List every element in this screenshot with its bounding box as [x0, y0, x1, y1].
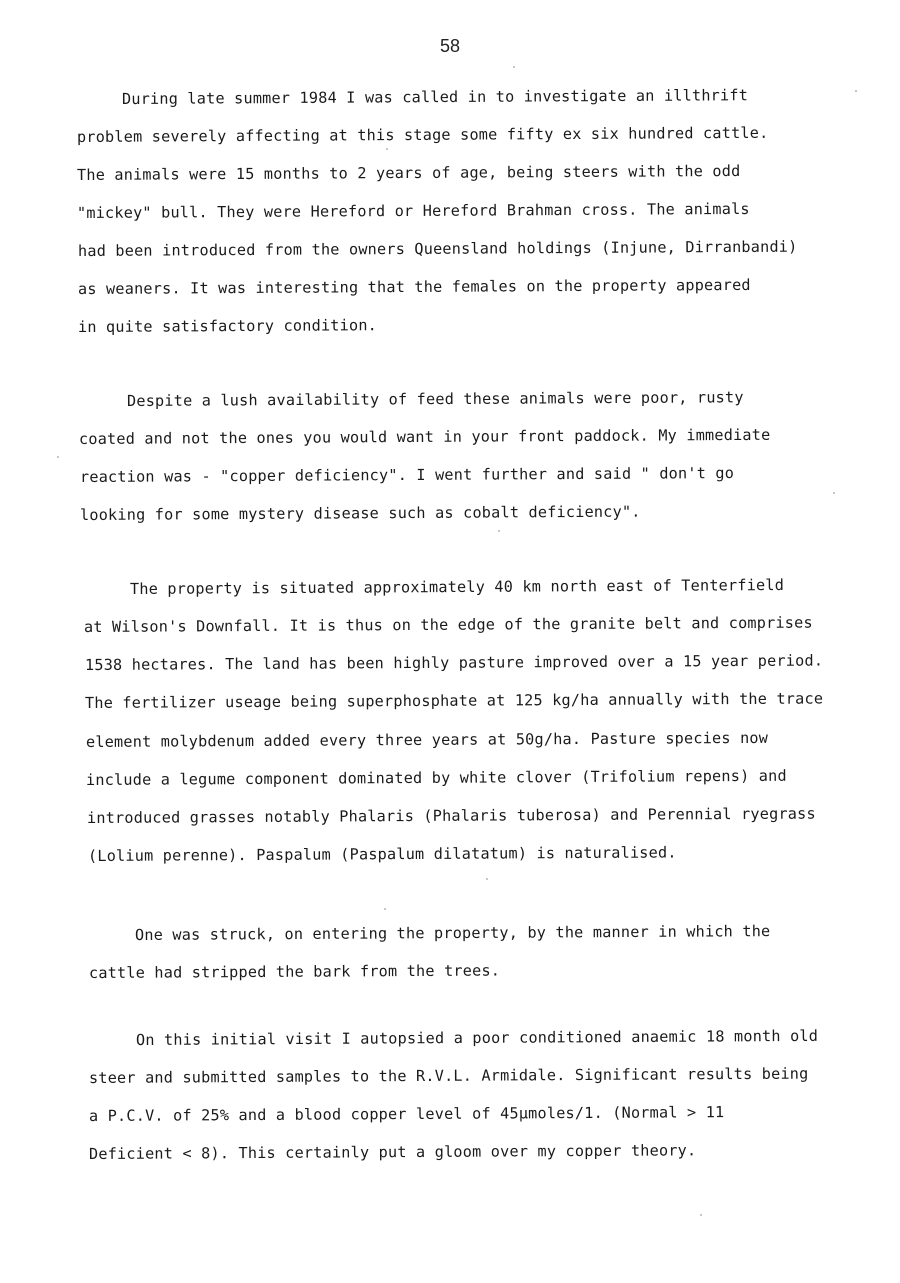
text-line: coated and not the ones you would want in your front paddock. My immediate [78, 425, 771, 448]
text-line: at Wilson's Downfall. It is thus on the edge of the granite belt and comprises [83, 613, 813, 636]
text-line: looking for some mystery disease such as cobalt deficiency". [79, 502, 641, 524]
text-line: Deficient < 8). This certainly put a gloom over my copper theory. [88, 1141, 697, 1163]
text-line: element molybdenum added every three years at 50g/ha. Pasture species now [85, 728, 769, 751]
page-number: 58 [439, 36, 461, 56]
text-line: During late summer 1984 I was called in to investigate an illthrift [121, 86, 749, 108]
text-line: in quite satisfactory condition. [77, 316, 378, 336]
scan-speck [486, 878, 488, 880]
text-line: (Lolium perenne). Paspalum (Paspalum dilatatum) is naturalised. [87, 843, 677, 865]
text-line: reaction was - "copper deficiency". I went further and said " don't go [79, 464, 735, 486]
text-line: On this initial visit I autopsied a poor conditioned anaemic 18 month old [135, 1026, 819, 1049]
text-line: problem severely affecting at this stage some fifty ex six hundred cattle. [76, 123, 769, 146]
scan-speck [57, 456, 59, 458]
text-line: Despite a lush availability of feed these animals were poor, rusty [126, 388, 744, 410]
text-line: The property is situated approximately 40 km north east of Tenterfield [129, 576, 785, 598]
text-line: introduced grasses notably Phalaris (Phalaris tuberosa) and Perennial ryegrass [86, 804, 816, 827]
scan-speck [386, 148, 388, 150]
scan-speck [498, 530, 500, 532]
text-line: a P.C.V. of 25% and a blood copper level of 45μmoles/1. (Normal > 11 [88, 1103, 725, 1125]
text-line: steer and submitted samples to the R.V.L. Armidale. Significant results being [88, 1064, 809, 1087]
text-line: 1538 hectares. The land has been highly pasture improved over a 15 year period. [84, 651, 824, 674]
text-line: as weaners. It was interesting that the females on the property appeared [77, 275, 751, 298]
scan-speck [513, 66, 515, 68]
text-line: "mickey" bull. They were Hereford or Hereford Brahman cross. The animals [76, 199, 750, 222]
scan-speck [384, 908, 386, 910]
scan-speck [833, 492, 835, 494]
text-line: The animals were 15 months to 2 years of age, being steers with the odd [76, 161, 741, 184]
text-line: had been introduced from the owners Queensland holdings (Injune, Dirranbandi) [77, 237, 798, 260]
text-line: The fertilizer useage being superphosphate at 125 kg/ha annually with the trace [84, 689, 824, 712]
text-line: include a legume component dominated by white clover (Trifolium repens) and [85, 766, 787, 789]
scan-speck [855, 90, 857, 92]
text-line: cattle had stripped the bark from the trees. [88, 961, 501, 982]
scan-speck [700, 1214, 702, 1216]
text-line: One was struck, on entering the property, by the manner in which the [134, 922, 771, 944]
